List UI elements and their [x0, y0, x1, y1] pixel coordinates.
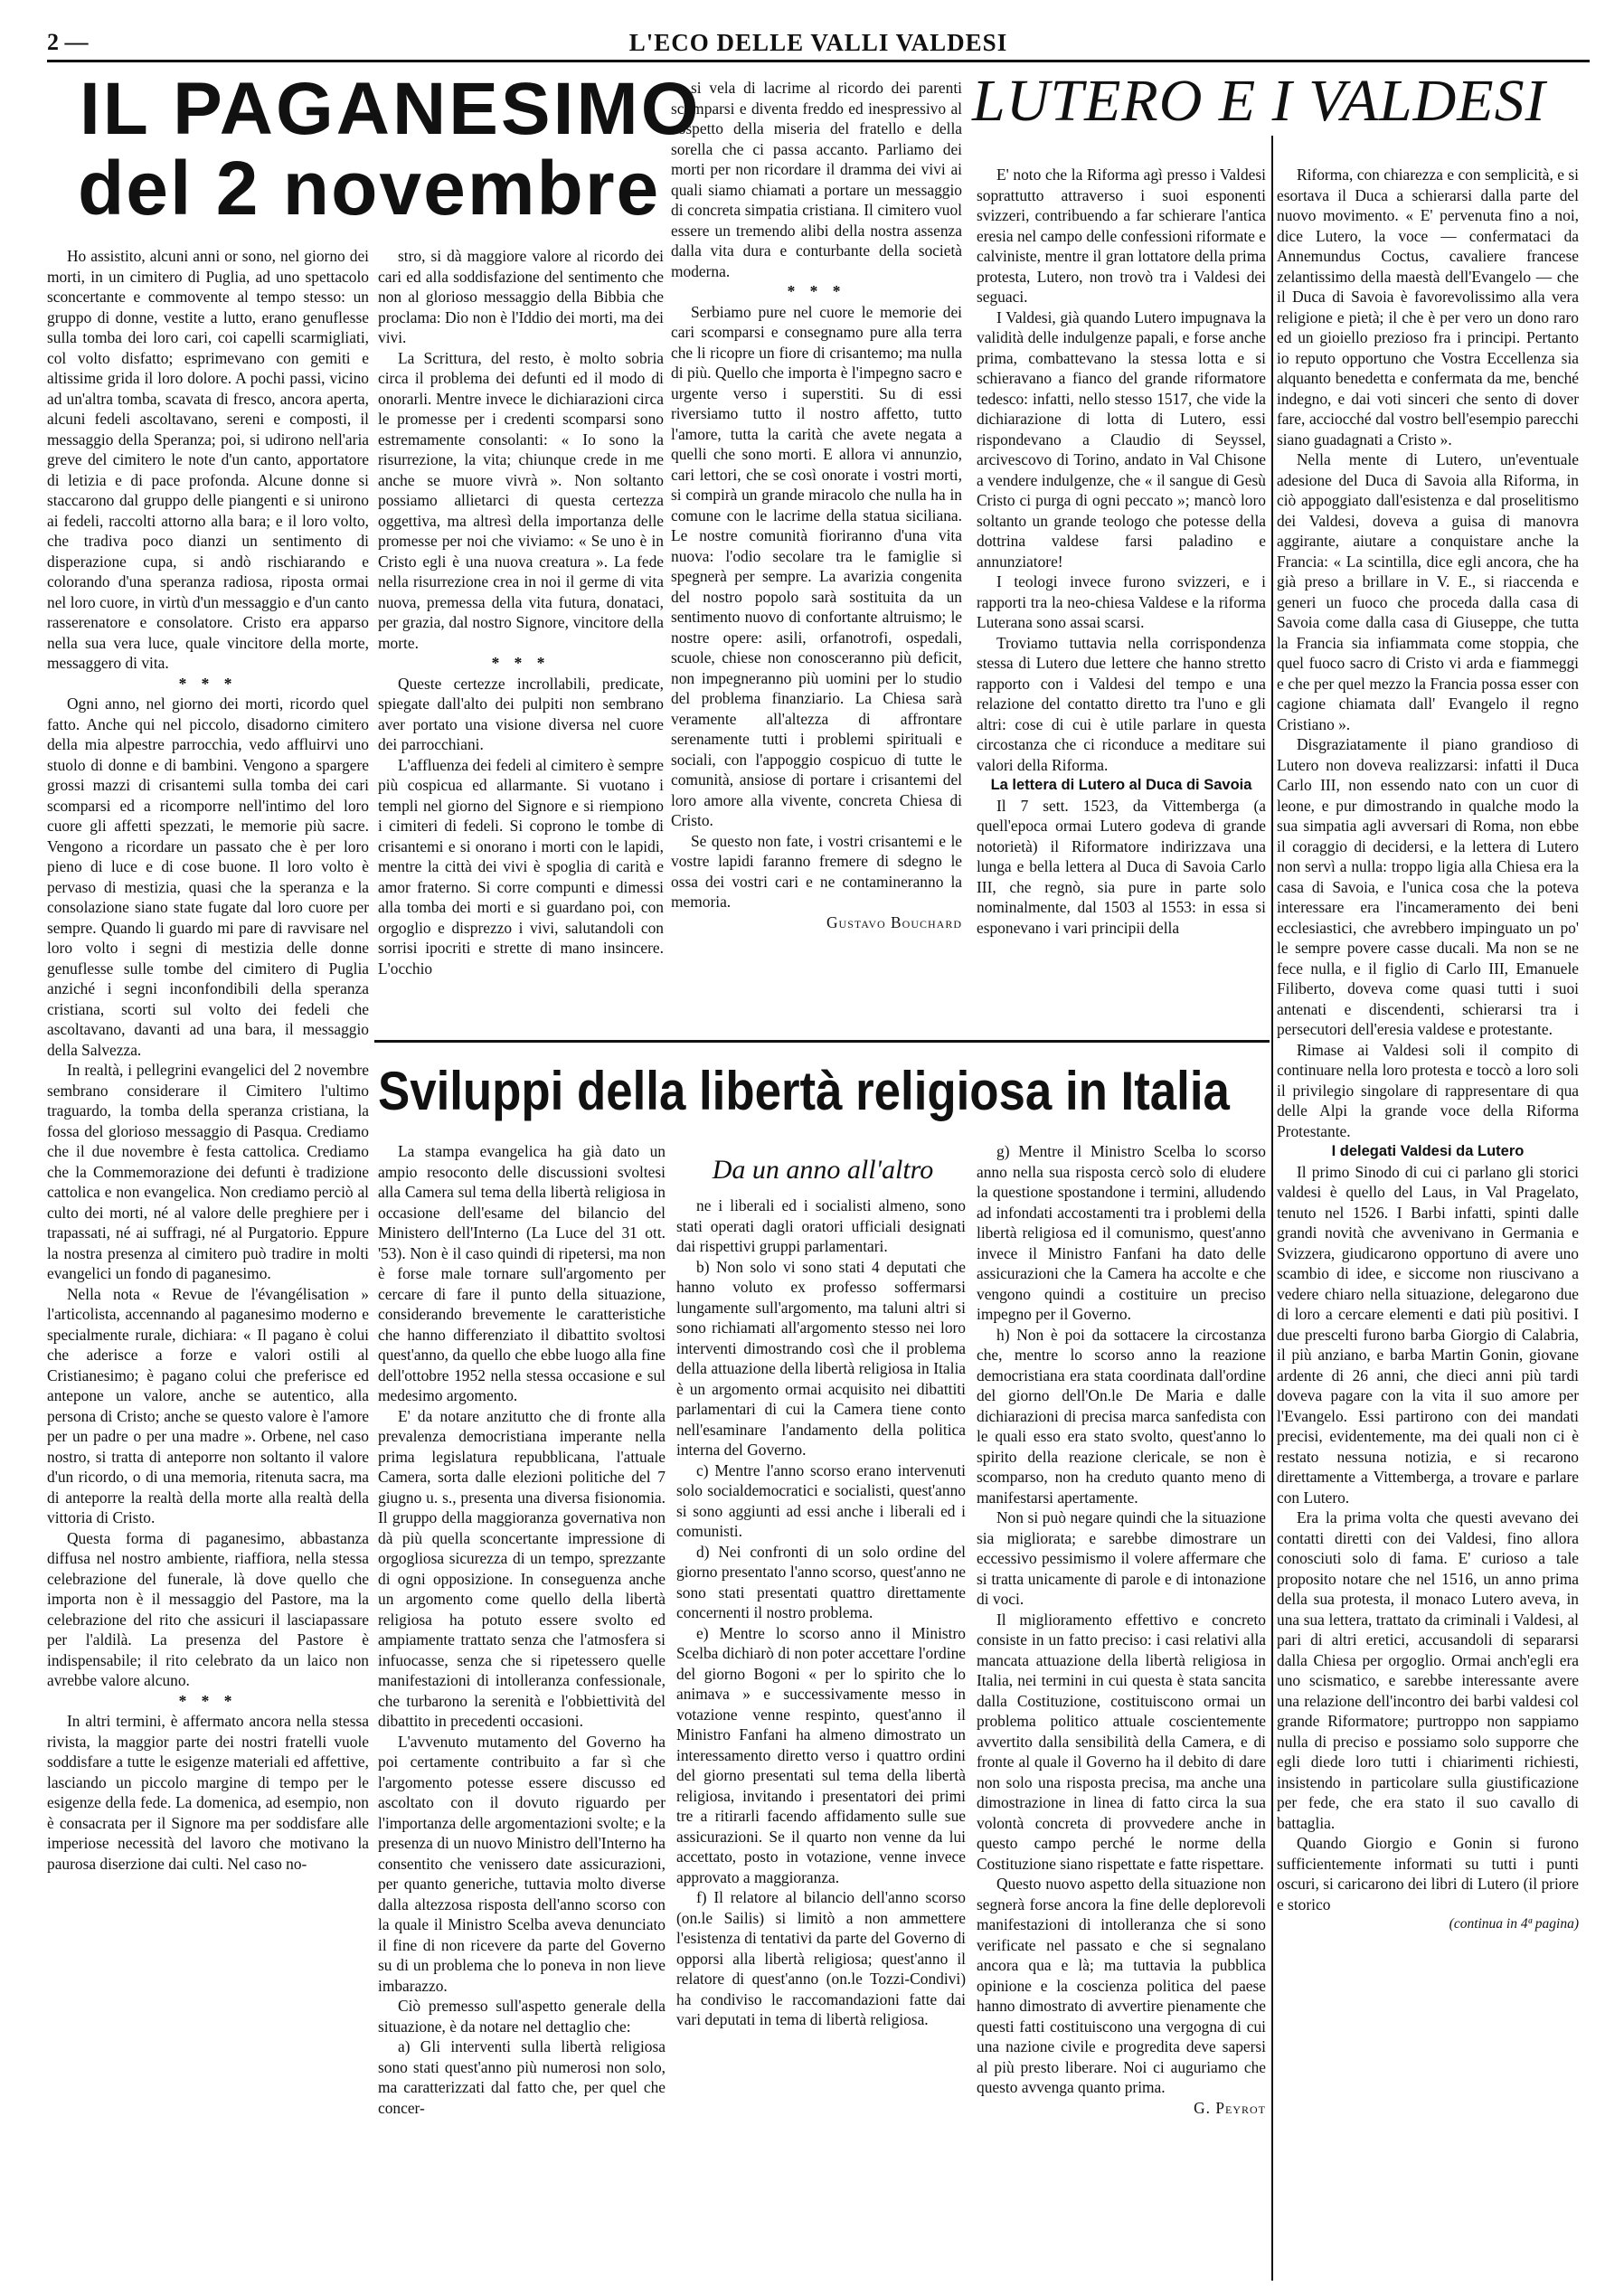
article1-paragraph: Se questo non fate, i vostri crisantemi e le vostre lapidi faranno fremere di sdegno le ossa dei vostri cari e ne contamineranno la memoria.: [671, 831, 962, 911]
article3-paragraph: e) Mentre lo scorso anno il Ministro Scelba dichiarò di non poter accettare l'ordine del giorno Bogoni « per lo spirito che lo animava » e successivamente messo in votazione venne respinto, quest'anno il Ministro Fanfani ha almeno dimostrato un interessamento diretto verso i quattro ordini del giorno presentati sul tema della libertà religiosa, invitando i presentatori dei primi tre a ritirarli facendo affidamento sulle sue assicurazioni. Se il quarto non venne da lui accettato, posto in votazione, venne invece approvato a maggioranza.: [676, 1623, 966, 1886]
article1-column-2: [378, 246, 664, 1038]
article2-subhead: I delegati Valdesi da Lutero: [1331, 1143, 1525, 1159]
article3-paragraph: Il miglioramento effettivo e concreto consiste in un fatto preciso: i casi relativi alla mancata attuazione della libertà religiosa in Italia, nei termini in cui questa è stata sancita dalla Costituzione, costituiscono ormai un problema politico attuale coscientemente avvertito dalla sensibilità della Camera, e di fronte al quale il Governo ha il debito di dare non solo una risposta precisa, ma anche una dimostrazione in linea di fatto circa la sua volontà concreta di provvedere anche in questo campo perché le norme della Costituzione siano rispettate e fatte rispettare.: [977, 1610, 1266, 1873]
article2-column-2: [1277, 165, 1579, 2281]
section-divider: * * *: [178, 674, 238, 693]
article1-paragraph: L'affluenza dei fedeli al cimitero è sempre più cospicua ed allarmante. Si vuotano i templi nel giorno del Signore e si riempiono i cimiteri di fedeli. Si coprono le tombe di crisantemi e si onorano i morti con le lapidi, mentre la città dei vivi è spoglia di carità e amor fraterno. Si corre compunti e dimessi alla tomba dei morti e si guardano poi, con orgoglio e disprezzo i vivi, salutandoli con sorrisi ipocriti e strette di mano insincere. L'occhio: [378, 755, 664, 978]
article1-title-line2: del 2 novembre: [78, 146, 661, 231]
article1-paragraph: Serbiamo pure nel cuore le memorie dei cari scomparsi e consegnamo pure alla terra che li ricopre un fiore di crisantemo; ma nulla di più. Quello che importa è l'impegno sacro e urgente verso i superstiti. Su di essi riversiamo tutto il nostro affetto, tutto l'amore, tutta la carità che avete negata a quelli che sono morti. E allora vi annunzio, cari lettori, che se così onorate i vostri morti, si compirà un grande miracolo che nulla ha in comune con le lacrime della statua siciliana. Le nostre comunità fioriranno d'una vita nuova: l'odio secolare tra le famiglie si spegnerà per sempre. La avarizia congenita del nostro popolo sarà sostituita da un sentimento nuovo di confortante altruismo; le nostre opere: asili, orfanotrofi, ospedali, scuole, chiese non conosceranno più deficit, non impegneranno più uomini per lo studio del problema finanziario. La Chiesa sarà veramente all'altezza di affrontare serenamente tutti i problemi spirituali e sociali, con l'appoggio cospicuo di tutte le comunità, ansiose di portare i crisantemi del loro amore alla vivente, concreta Chiesa di Cristo.: [671, 302, 962, 829]
article2-paragraph: E' noto che la Riforma agì presso i Valdesi soprattutto attraverso i suoi esponenti svizzeri, contribuendo a far schierare l'antica eresia nel campo delle confessioni riformate e calviniste, mentre il gran lottatore della prima protesta, Lutero, non trovò tra i Valdesi dei seguaci.: [977, 165, 1266, 306]
article2-column-1: [977, 165, 1266, 1038]
article3-paragraph: Non si può negare quindi che la situazione sia migliorata; e sarebbe dimostrare un eccessivo pessimismo il volere affermare che si tratta unicamente di parole e di intonazione di voci.: [977, 1508, 1266, 1608]
article2-paragraph: Riforma, con chiarezza e con semplicità, e si esortava il Duca a schierarsi dalla parte del nuovo movimento. « E' pervenuta fino a noi, dice Lutero, la voce — confermataci da Annemundus Coctus, cavaliere francese zelantissimo della maestà dell'Evangelo — che il Duca di Savoia è favorevolissimo alla vera religione e pietà; il che è per vero un dono raro ed un gioiello prezioso fra i principi. Pertanto io reputo opportuno che Vostra Eccellenza sia alquanto benedetta e confermata da me, benché indegno, e dai voti sinceri che sento di dover fare, acciocché dal vostro bell'esempio parecchi siano guadagnati a Cristo ».: [1277, 165, 1579, 449]
section-divider: * * *: [491, 654, 551, 672]
article3-column-2: [676, 1195, 966, 2281]
article3-paragraph: E' da notare anzitutto che di fronte alla prevalenza democristiana imperante nella prima legislatura repubblicana, l'attuale Camera, sorta dalle elezioni politiche del 7 giugno u. s., presenta una diversa fisionomia. Il gruppo della maggioranza governativa non dà più quella sconcertante impressione di orgogliosa sicurezza di un tempo, sprezzante di ogni opposizione. In conseguenza anche un argomento come quello della libertà religiosa ha potuto essere svolto ed ampiamente trattato senza che l'atmosfera si infuocasse, senza che si ripetessero quelle manifestazioni di intolleranza confessionale, che turbarono la serenità e l'obbiettività del dibattito in precedenti occasioni.: [378, 1406, 666, 1730]
article1-title-line1: IL PAGANESIMO: [80, 68, 702, 150]
article2-paragraph: Nella mente di Lutero, un'eventuale adesione del Duca di Savoia alla Riforma, in ciò appoggiato dall'esistenza e dal proselitismo dei Valdesi, doveva a guisa di manovra aggirante, aiutare a conquistare anche la Francia: « La scintilla, dice egli ancora, che ha già preso a brillare in V. E., si riaccenda e generi un fuoco che proceda dalla casa di Savoia come dalla casa di Giuseppe, che tutta la Francia sia infiammata come stoppia, che quel fuoco sacro di Cristo vi arda e fiammeggi e che per quel mezzo la Francia possa esser con cagione chiamata dall' Evangelo il regno Cristiano ».: [1277, 450, 1579, 733]
article3-subtitle: Da un anno all'altro: [712, 1155, 934, 1185]
article3-column-3: [977, 1141, 1266, 2281]
article2-paragraph: Troviamo tuttavia nella corrispondenza stessa di Lutero due lettere che hanno stretto rapporto con i Valdesi del tempo e una relazione del contatto diretto tra l'uno e gli altri: cose di cui è utile parlare in questa circostanza che ci riconduce a meditare sui valori della Riforma.: [977, 633, 1266, 774]
article2-paragraph: Il primo Sinodo di cui ci parlano gli storici valdesi è quello del Laus, in Val Pragelato, tenuto nel 1526. I Barbi infatti, spinti dalle grandi novità che avvenivano in Germania e Svizzera, giudicarono opportuno di avere uno scambio di idee, e siccome non riuscivano a vedere chiaro nella situazione, delegarono due di loro a cercare elementi e dati più positivi. I due prescelti furono barba Giorgio di Calabria, il più anziano, e barba Martin Gonin, giovane ardente di 26 anni, che dieci anni più tardi doveva pagare con la vita il suo amore per l'Evangelo. Essi partirono con dei mandati precisi, evidentemente, ma dei quali non ci è restato nessuna notizia, e si recarono direttamente a Vittemberga, a trovare e parlare con Lutero.: [1277, 1162, 1579, 1507]
article1-paragraph: stro, si dà maggiore valore al ricordo dei cari ed alla soddisfazione del sentimento che non al glorioso messaggio della Bibbia che proclama: Dio non è l'Iddio dei morti, ma dei vivi.: [378, 247, 664, 346]
article1-paragraph: Queste certezze incrollabili, predicate, spiegate dall'alto dei pulpiti non sembrano aver portato una visione diversa nel cuore dei parrocchiani.: [378, 674, 664, 753]
article3-paragraph: a) Gli interventi sulla libertà religiosa sono stati quest'anno più numerosi non solo, ma caratterizzati dal fatto che, per quel che concer-: [378, 2037, 666, 2117]
article3-paragraph: La stampa evangelica ha già dato un ampio resoconto delle discussioni svoltesi alla Camera sul tema della libertà religiosa in occasione dell'esame del bilancio del Ministero dell'Interno (La Luce del 31 ott. '53). Non è il caso quindi di ripetersi, ma non è forse male tornare sull'argomento per cercare di fare il punto della situazione, considerando brevemente le caratteristiche che hanno differenziato il dibattito svoltosi quest'anno, da quello che ebbe luogo alla fine dell'ottobre 1952 nella stessa occasione e sul medesimo argomento.: [378, 1142, 666, 1404]
continuation-note: (continua in 4ª pagina): [1449, 1916, 1579, 1932]
separator-line: [1271, 136, 1273, 2281]
article3-paragraph: g) Mentre il Ministro Scelba lo scorso anno nella sua risposta cercò solo di eludere la questione spostandone i termini, alludendo ad infondati accostamenti tra i problemi della libertà religiosa ed il comunismo, quest'anno invece il Ministro Fanfani ha dato delle assicurazioni che la Camera ha accolte e che vengono quindi a costituire un preciso impegno per il Governo.: [977, 1142, 1266, 1323]
article1-author: Gustavo Bouchard: [826, 912, 962, 931]
article2-paragraph: Quando Giorgio e Gonin si furono sufficientemente informati su tutti i punti oscuri, si caricarono dei libri di Lutero (il priore e storico: [1277, 1834, 1579, 1913]
article2-paragraph: I teologi invece furono svizzeri, e i rapporti tra la neo-chiesa Valdese e la riforma Luterana sono assai scarsi.: [977, 572, 1266, 631]
article1-paragraph: Ho assistito, alcuni anni or sono, nel giorno dei morti, in un cimitero di Puglia, ad uno spettacolo sconcertante e commovente al tempo stesso: un gruppo di donne, vestite a lutto, erano genuflesse sulla tomba dei loro cari, coi capelli scarmigliati, col volto disfatto; esprimevano con gemiti e altissime grida il loro dolore. A pochi passi, vicino ad un'altra tomba, scavata di fresco, ancora aperta, alcuni fedeli ascoltavano, sereni e composti, il messaggio della Speranza; poi, si udirono nell'aria greve del cimitero le note d'un canto, apportatore di letizia e di pace profonda. Alcune donne si staccarono dal gruppo delle piangenti e si unirono ai fedeli, raccolti attorno alla bara; e il loro volto, che tradiva poco dianzi un sentimento di disperazione cupa, si andò rischiarando e colorando d'una speranza radiosa, riposta ormai nel loro cuore, in virtù d'un messaggio e d'un canto rasserenatore e consolatore. Cristo era apparso nella sua vera luce, quale vincitore della morte, messaggero di vita.: [47, 247, 369, 672]
article2-paragraph: Rimase ai Valdesi soli il compito di continuare nella loro protesta e toccò a loro soli il privilegio singolare di rappresentare di qua delle Alpi la grande voce della Riforma Protestante.: [1277, 1040, 1579, 1140]
article1-column-3: [671, 78, 962, 1038]
article3-paragraph: h) Non è poi da sottacere la circostanza che, mentre lo scorso anno la reazione democristiana era stata coordinata dall'ordine del giorno dell'On.le De Maria e dalle dichiarazioni di precisa marca sanfedista con le quali esso era stato svolto, quest'anno lo spirito della reazione clericale, se non è scomparso, non ha creduto quanto meno di manifestarsi apertamente.: [977, 1325, 1266, 1507]
article2-paragraph: I Valdesi, già quando Lutero impugnava la validità delle indulgenze papali, e forse anche prima, combattevano la stessa lotta e si schieravano a fianco del grande riformatore tedesco: infatti, nello stesso 1517, che vide la dichiarazione di lotta di Lutero, essi rispondevano a Claudio di Seyssel, arcivescovo di Torino, andato in Val Chisone a vendere indulgenze, che « il sangue di Gesù Cristo ci purga di ogni peccato »; mancò loro soltanto un grande teologo che potesse della dottrina valdese farsi paladino e annunziatore!: [977, 307, 1266, 571]
article1-paragraph: si vela di lacrime al ricordo dei parenti scomparsi e diventa freddo ed inespressivo al cospetto della miseria del fratello e della sorella che ci passa accanto. Parliamo dei morti per non ricordare il dramma dei vivi ai quali siamo chiamati a portare un messaggio di concreta simpatia cristiana. Il cimitero vuol essere un tremendo alibi della nostra assenza dalla vita dura e conturbante della società moderna.: [671, 79, 962, 280]
article1-column-1: [47, 246, 369, 2281]
article3-author: G. Peyrot: [1194, 2098, 1266, 2117]
article3-paragraph: Ciò premesso sull'aspetto generale della situazione, è da notare nel dettaglio che:: [378, 1997, 666, 2036]
article3-paragraph: d) Nei confronti di un solo ordine del giorno presentato l'anno scorso, quest'anno ne sono stati presentati quattro direttamente concernenti il nostro problema.: [676, 1542, 966, 1621]
article3-paragraph: b) Non solo vi sono stati 4 deputati che hanno voluto ex professo soffermarsi lungamente sull'argomento, ma taluni altri si sono richiamati all'argomento stesso nei loro interventi dimostrando così che il problema della attuazione della libertà religiosa in Italia è un argomento ormai acquisito nei dibattiti parlamentari di cui la Camera tiene conto nell'esaminare l'andamento della politica interna del Governo.: [676, 1257, 966, 1459]
article2-title: LUTERO E I VALDESI: [972, 68, 1546, 134]
separator-line: [374, 1040, 1270, 1043]
article3-paragraph: f) Il relatore al bilancio dell'anno scorso (on.le Sailis) si limitò a non ammettere l'esistenza di tentativi da parte del Governo di opporsi alla libertà religiosa; quest'anno il relatore di quest'anno (on.le Tozzi-Condivi) ha condiviso le raccomandazioni fatte dai vari deputati in tema di libertà religiosa.: [676, 1888, 966, 2028]
article1-paragraph: La Scrittura, del resto, è molto sobria circa il problema dei defunti ed il modo di onorarli. Mentre invece le dichiarazioni circa le promesse per i credenti scomparsi sono estremamente consolanti: « Io sono la risurrezione, la vita; chiunque crede in me anche se muore vivrà ». Non soltanto possiamo allietarci di questa certezza oggettiva, ma altresì della importanza delle promesse per noi che viviamo: « Se uno è in Cristo egli è una nuova creatura ». La fede nella risurrezione crea in noi il germe di vita nuova, premessa della vita futura, donataci, per grazia, dal nostro Signore, vincitore della morte.: [378, 348, 664, 652]
article2-paragraph: Il 7 sett. 1523, da Vittemberga (a quell'epoca ormai Lutero godeva di grande notorietà) il Riformatore indirizzava una lunga e bella lettera al Duca di Savoia Carlo III, che regnò, sia pure in parte solo nominalmente, dal 1503 al 1553: in essa si esponevano i vari principii della: [977, 796, 1266, 937]
article2-subhead: La lettera di Lutero al Duca di Savoia: [990, 777, 1252, 793]
article1-paragraph: In altri termini, è affermato ancora nella stessa rivista, la maggior parte dei nostri fratelli vuole soddisfare a tutte le esigenze materiali ed affettive, lasciando un piccolo margine di tempo per le esigenze della fede. La domenica, ad esempio, non è consacrata per il Signore ma per soddisfare alle imperiose necessità del lavoro che motivano la paurosa diserzione dai culti. Nel caso no-: [47, 1712, 369, 1873]
article2-paragraph: Disgraziatamente il piano grandioso di Lutero non doveva realizzarsi: infatti il Duca Carlo III, non essendo nato con un cuor di leone, e pur dimostrando in qualche modo la sua simpatia agli avversari di Roma, non ebbe il coraggio di decidersi, e la lettera di Lutero non servì a nulla: troppo ligia alla Chiesa era la casa di Savoia, e l'unica cosa che la poteva interessare era l'incameramento dei beni ecclesiastici, che avrebbero impinguato un po' le sempre povere casse ducali. Ma non se ne fece nulla, e il figlio di Carlo III, Emanuele Filiberto, doveva come quasi tutti i suoi antenati e discendenti, schierarsi tra i persecutori dell'eresia valdese e protestante.: [1277, 735, 1579, 1038]
masthead: [47, 29, 1590, 62]
article1-paragraph: Questa forma di paganesimo, abbastanza diffusa nel nostro ambiente, riaffiora, nella stessa celebrazione del funerale, là dove quello che importa non è il messaggio del Pastore, ma la celebrazione del rito che assicuri il lasciapassare per l'aldilà. La presenza del Pastore è indispensabile; il rito celebrato da un laico non avrebbe valore alcuno.: [47, 1528, 369, 1689]
article3-paragraph: ne i liberali ed i socialisti almeno, sono stati operati dagli oratori ufficiali designati dai rispettivi gruppi parlamentari.: [676, 1196, 966, 1255]
article1-paragraph: Nella nota « Revue de l'évangélisation » l'articolista, accennando al paganesimo moderno e specialmente rurale, dichiara: « Il pagano è colui che aderisce a forze e valori ostili al Cristianesimo; è pagano colui che preferisce ed antepone un valore, anche se autentico, alla persona di Cristo; anche se questo valore è l'amore per un padre o per una madre ». Orbene, nel caso nostro, si tratta di anteporre non soltanto il valore d'un ricordo, o di una memoria, ritenuta sacra, ma di anteporre la realtà della morte alla realtà della vittoria di Cristo.: [47, 1284, 369, 1526]
section-divider: * * *: [787, 282, 846, 300]
article1-paragraph: Ogni anno, nel giorno dei morti, ricordo quel fatto. Anche qui nel piccolo, disadorno cimitero della mia alpestre parrocchia, vedo affluirvi uno stuolo di donne e di bambini. Vengono a spargere grossi mazzi di crisantemi sulla tomba dei cari scomparsi ed a ricomporre nell'intimo del loro cuore gli affetti spezzati, le memorie più sacre. Vengono a ricordare un passato che è per loro pieno di luce e di cose buone. Il loro volto è pervaso di mestizia, quasi che la speranza e la consolazione siano state fugate dal loro cuore per sempre. Quando li guardo mi pare di ravvisare nel loro volto i segni di mestizia delle donne genuflesse sulle tombe del cimitero di Puglia anziché i segni inconfondibili della speranza cristiana, scorti sul volto dei fedeli che ascoltavano, davanti ad una bara, il messaggio della Salvezza.: [47, 694, 369, 1059]
article2-paragraph: Era la prima volta che questi avevano dei contatti diretti con dei Valdesi, fino allora conosciuti solo di fama. E' curioso a tale proposito notare che nel 1516, un anno prima della sua protesta, il monaco Lutero aveva, in una sua lettera, trattato da criminali i Valdesi, al pari di altri eretici, accusandoli di separarsi dalla Chiesa per orgoglio. Ormai anch'egli era uno scismatico, e sarebbe interessante avere una relazione dell'incontro dei barbi valdesi col grande Riformatore; purtroppo non sappiamo nulla di preciso e possiamo solo supporre che egli diede loro tutti i chiarimenti richiesti, insistendo in particolare sulla giustificazione per fede, che era stato il suo cavallo di battaglia.: [1277, 1508, 1579, 1832]
article3-paragraph: L'avvenuto mutamento del Governo ha poi certamente contribuito a far sì che l'argomento potesse essere discusso ed ascoltato con il dovuto riguardo per l'importanza delle argomentazioni svolte; e la presenza di un nuovo Ministro dell'Interno ha consentito che venissero date assicurazioni, per quanto generiche, tuttavia molto diverse dalla altezzosa risposta dell'anno scorso con la quale il Ministro Scelba aveva denunciato il fine di non ricevere da parte del Governo su di un problema che lo poneva in non lieve imbarazzo.: [378, 1732, 666, 1995]
article1-paragraph: In realtà, i pellegrini evangelici del 2 novembre sembrano considerare il Cimitero l'ultimo traguardo, la tomba della speranza cristiana, la fossa del glorioso messaggio di Pasqua. Crediamo che il due novembre è festa cattolica. Crediamo che la Commemorazione dei defunti è tradizione cattolica e non evangelica. Non crediamo perciò al culto dei morti, né al valore delle preghiere per i trapassati, né ai suffragi, né al Purgatorio. Eppure la nostra presenza al cimitero può tradire in molti evangelici un fondo di paganesimo.: [47, 1061, 369, 1282]
section-divider: * * *: [178, 1691, 238, 1710]
article3-column-1: [378, 1141, 666, 2281]
article3-title: Sviluppi della libertà religiosa in Italia: [378, 1061, 1230, 1121]
page-number: 2 —: [47, 29, 89, 55]
article3-paragraph: c) Mentre l'anno scorso erano intervenuti solo socialdemocratici e socialisti, quest'anno si sono aggiunti ad essi anche i liberali ed i comunisti.: [676, 1460, 966, 1540]
newspaper-title: L'ECO DELLE VALLI VALDESI: [628, 29, 1008, 56]
article3-paragraph: Questo nuovo aspetto della situazione non segnerà forse ancora la fine delle deplorevoli manifestazioni di intolleranza che si sono verificate nel passato e che si segnalano ancora qua e là; ma tuttavia la pubblica opinione e la coscienza politica del paese hanno dimostrato di avvertire pienamente che questi fatti costituiscono una vergogna di cui una nazione civile e progredita deve sapersi al più presto liberare. Noi ci auguriamo che questo avvenga quanto prima.: [977, 1875, 1266, 2096]
